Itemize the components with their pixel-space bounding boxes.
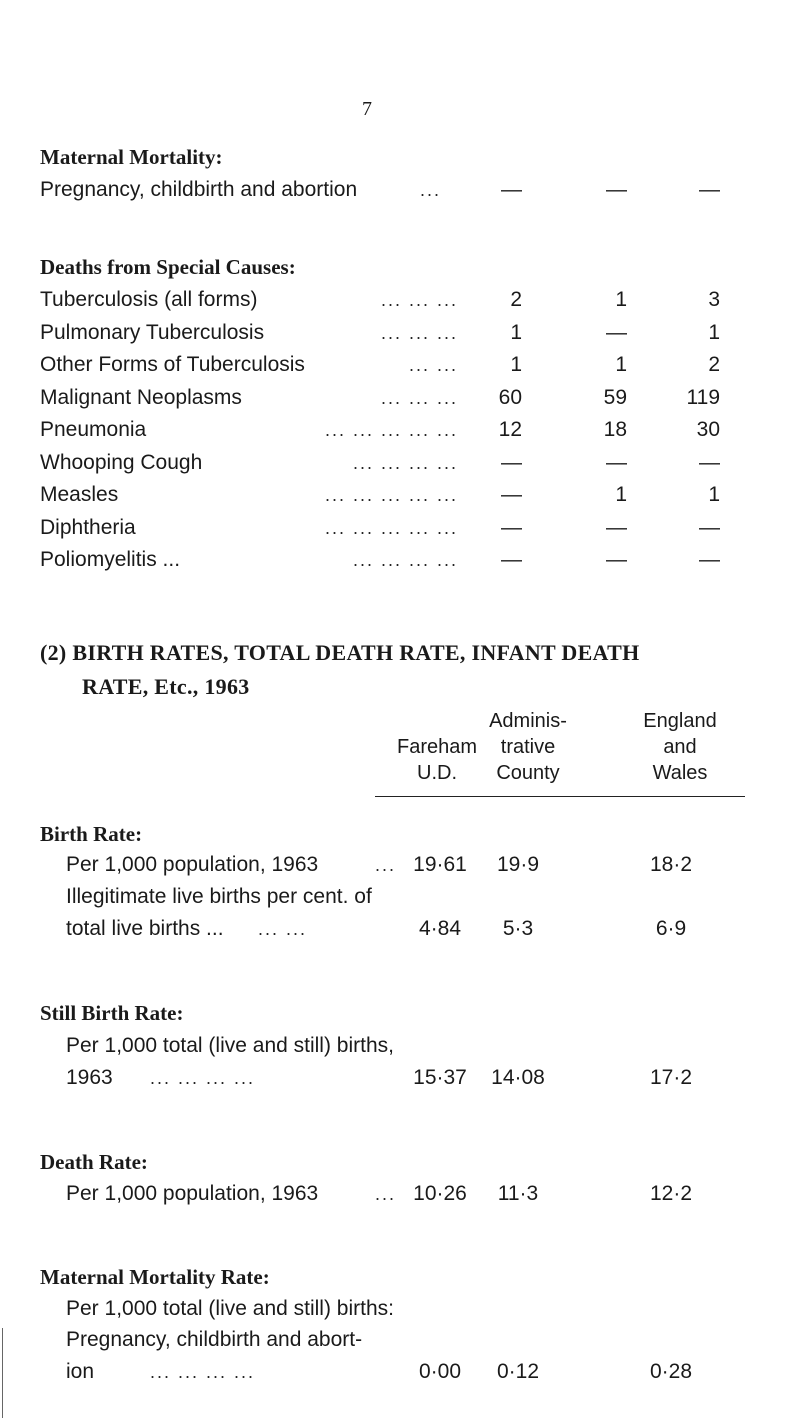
special-cause-value-2: —	[606, 548, 627, 571]
col-header-2-line3: County	[496, 762, 560, 784]
section2-title-line2: RATE, Etc., 1963	[82, 674, 250, 699]
special-cause-value-3: —	[699, 516, 720, 539]
special-cause-label: Measles	[40, 483, 119, 506]
special-cause-dots: ... ... ... ... ...	[324, 518, 458, 538]
birth-rate-row2-fareham: 4·84	[418, 917, 462, 940]
col-header-2-line1: Adminis-	[489, 710, 567, 732]
col-header-2-line2: trative	[500, 736, 556, 758]
col-header-3-line2: and	[663, 736, 697, 758]
special-cause-label: Diphtheria	[40, 516, 136, 539]
maternal-row-value-1: —	[501, 178, 522, 201]
maternal-rate-fareham: 0·00	[418, 1360, 462, 1383]
birth-rate-row1-dots: ...	[375, 855, 397, 875]
special-cause-value-2: 59	[603, 386, 627, 409]
special-cause-dots: ... ... ... ... ...	[324, 485, 458, 505]
special-cause-value-1: 60	[498, 386, 522, 409]
birth-rate-row1-fareham: 19·61	[413, 853, 467, 876]
special-cause-label: Tuberculosis (all forms)	[40, 288, 258, 311]
special-cause-value-1: 1	[510, 321, 522, 344]
maternal-rate-label-a: Per 1,000 total (live and still) births:	[66, 1297, 394, 1320]
special-cause-label: Whooping Cough	[40, 451, 203, 474]
special-cause-dots: ... ... ... ... ...	[324, 420, 458, 440]
special-cause-value-3: —	[699, 548, 720, 571]
birth-rate-row1-label: Per 1,000 population, 1963	[66, 853, 319, 876]
birth-rate-row1-england: 18·2	[649, 853, 693, 876]
special-cause-value-2: —	[606, 516, 627, 539]
col-header-1-line3: U.D.	[417, 762, 457, 784]
special-cause-value-2: —	[606, 451, 627, 474]
maternal-row-dots: ...	[420, 180, 442, 200]
maternal-row-value-3: —	[699, 178, 720, 201]
special-cause-dots: ... ... ...	[380, 388, 458, 408]
special-cause-label: Malignant Neoplasms	[40, 386, 242, 409]
special-cause-label: Poliomyelitis ...	[40, 548, 181, 571]
header-rule	[375, 796, 745, 797]
death-rate-label: Per 1,000 population, 1963	[66, 1182, 319, 1205]
maternal-rate-england: 0·28	[649, 1360, 693, 1383]
special-cause-value-2: 1	[615, 483, 627, 506]
section2-title-line1: (2) BIRTH RATES, TOTAL DEATH RATE, INFANT DEATH	[40, 640, 640, 665]
special-cause-dots: ... ... ...	[380, 323, 458, 343]
special-cause-value-3: 3	[708, 288, 720, 311]
birth-rate-row1-county: 19·9	[496, 853, 540, 876]
still-birth-dots: ... ... ... ...	[150, 1068, 256, 1088]
maternal-row-label: Pregnancy, childbirth and abortion	[40, 178, 358, 201]
still-birth-fareham: 15·37	[413, 1066, 467, 1089]
special-cause-value-1: —	[501, 548, 522, 571]
special-cause-value-1: 1	[510, 353, 522, 376]
still-birth-label-a: Per 1,000 total (live and still) births,	[66, 1034, 394, 1057]
special-cause-value-3: 1	[708, 483, 720, 506]
special-cause-label: Other Forms of Tuberculosis	[40, 353, 305, 376]
death-rate-england: 12·2	[649, 1182, 693, 1205]
death-rate-dots: ...	[375, 1184, 397, 1204]
death-rate-heading: Death Rate:	[40, 1150, 148, 1174]
still-birth-label-b: 1963	[66, 1066, 113, 1089]
special-cause-dots: ... ...	[408, 355, 458, 375]
death-rate-fareham: 10·26	[413, 1182, 467, 1205]
special-cause-value-3: —	[699, 451, 720, 474]
special-cause-label: Pneumonia	[40, 418, 147, 441]
special-cause-value-1: —	[501, 483, 522, 506]
special-cause-value-3: 30	[696, 418, 720, 441]
special-cause-value-3: 2	[708, 353, 720, 376]
birth-rate-row2-dots: ... ...	[258, 919, 308, 939]
special-cause-value-1: 12	[498, 418, 522, 441]
birth-rate-row2-label-a: Illegitimate live births per cent. of	[66, 885, 372, 908]
special-cause-value-3: 119	[686, 386, 720, 409]
page-number: 7	[362, 98, 372, 120]
birth-rate-row2-england: 6·9	[655, 917, 687, 940]
special-cause-value-1: —	[501, 451, 522, 474]
birth-rate-row2-county: 5·3	[502, 917, 534, 940]
special-cause-dots: ... ... ...	[380, 290, 458, 310]
special-cause-value-2: 1	[615, 353, 627, 376]
special-cause-value-1: —	[501, 516, 522, 539]
birth-rate-heading: Birth Rate:	[40, 822, 143, 846]
maternal-row-value-2: —	[606, 178, 627, 201]
special-cause-value-2: —	[606, 321, 627, 344]
special-cause-dots: ... ... ... ...	[352, 550, 458, 570]
maternal-rate-label-b: Pregnancy, childbirth and abort-	[66, 1328, 363, 1351]
col-header-1-line2: Fareham	[396, 736, 478, 758]
special-cause-value-2: 1	[615, 288, 627, 311]
maternal-rate-dots: ... ... ... ...	[150, 1362, 256, 1382]
maternal-rate-heading: Maternal Mortality Rate:	[40, 1265, 270, 1289]
still-birth-heading: Still Birth Rate:	[40, 1001, 184, 1025]
still-birth-england: 17·2	[649, 1066, 693, 1089]
maternal-mortality-heading: Maternal Mortality:	[40, 145, 223, 169]
special-causes-heading: Deaths from Special Causes:	[40, 255, 296, 279]
special-cause-value-2: 18	[603, 418, 627, 441]
still-birth-county: 14·08	[491, 1066, 545, 1089]
maternal-rate-county: 0·12	[496, 1360, 540, 1383]
birth-rate-row2-label-b: total live births ...	[66, 917, 224, 940]
special-cause-value-1: 2	[510, 288, 522, 311]
col-header-3-line1: England	[643, 710, 717, 732]
death-rate-county: 11·3	[497, 1182, 539, 1205]
maternal-rate-label-c: ion	[66, 1360, 95, 1383]
col-header-3-line3: Wales	[652, 762, 708, 784]
special-cause-label: Pulmonary Tuberculosis	[40, 321, 265, 344]
special-cause-value-3: 1	[708, 321, 720, 344]
special-cause-dots: ... ... ... ...	[352, 453, 458, 473]
scan-edge-line	[2, 1328, 3, 1418]
